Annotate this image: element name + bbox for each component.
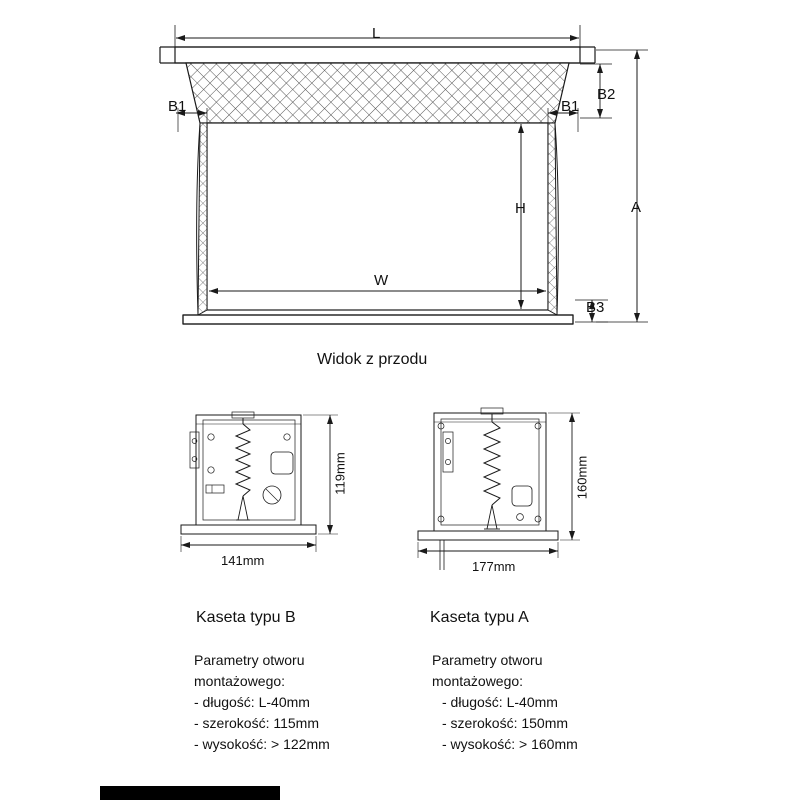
- case-b-spec-length: - długość: L-40mm: [194, 694, 310, 710]
- case-b-height-label: 119mm: [332, 452, 348, 495]
- case-b-spec-height: - wysokość: > 122mm: [194, 736, 330, 752]
- case-a-spec-heading-line1: Parametry otworu: [432, 652, 543, 668]
- front-view-caption: Widok z przodu: [317, 351, 428, 368]
- dimension-label-B1-left: B1: [168, 98, 187, 115]
- case-a-width-label: 177mm: [472, 559, 516, 574]
- case-a-spec-width: - szerokość: 150mm: [442, 715, 569, 731]
- case-b-spec-width: - szerokość: 115mm: [194, 715, 319, 731]
- case-b-drawing: [181, 412, 338, 552]
- case-b-width-label: 141mm: [221, 553, 265, 568]
- case-a-spec-length: - długość: L-40mm: [442, 694, 558, 710]
- case-b-spec-heading-line1: Parametry otworu: [194, 652, 305, 668]
- dimension-label-W: W: [374, 272, 389, 289]
- case-a-height-label: 160mm: [574, 455, 590, 500]
- dimension-label-H: H: [515, 200, 526, 217]
- dimension-label-B3: B2: [597, 86, 616, 103]
- dimension-label-B1-right: B1: [561, 98, 580, 115]
- case-b-spec-heading-line2: montażowego:: [194, 673, 286, 689]
- dimension-label-A: A: [631, 199, 642, 216]
- main-front-view: [160, 25, 648, 324]
- case-a-drawing: [418, 408, 580, 570]
- case-a-spec-heading-line2: montażowego:: [432, 673, 524, 689]
- case-b-title: Kaseta typu B: [196, 609, 296, 626]
- case-a-spec-height: - wysokość: > 160mm: [442, 736, 578, 752]
- dimension-label-B2: B3: [586, 299, 605, 316]
- bottom-edge-artifact: [100, 786, 280, 800]
- dimension-label-L: L: [372, 25, 381, 42]
- case-a-title: Kaseta typu A: [430, 609, 529, 626]
